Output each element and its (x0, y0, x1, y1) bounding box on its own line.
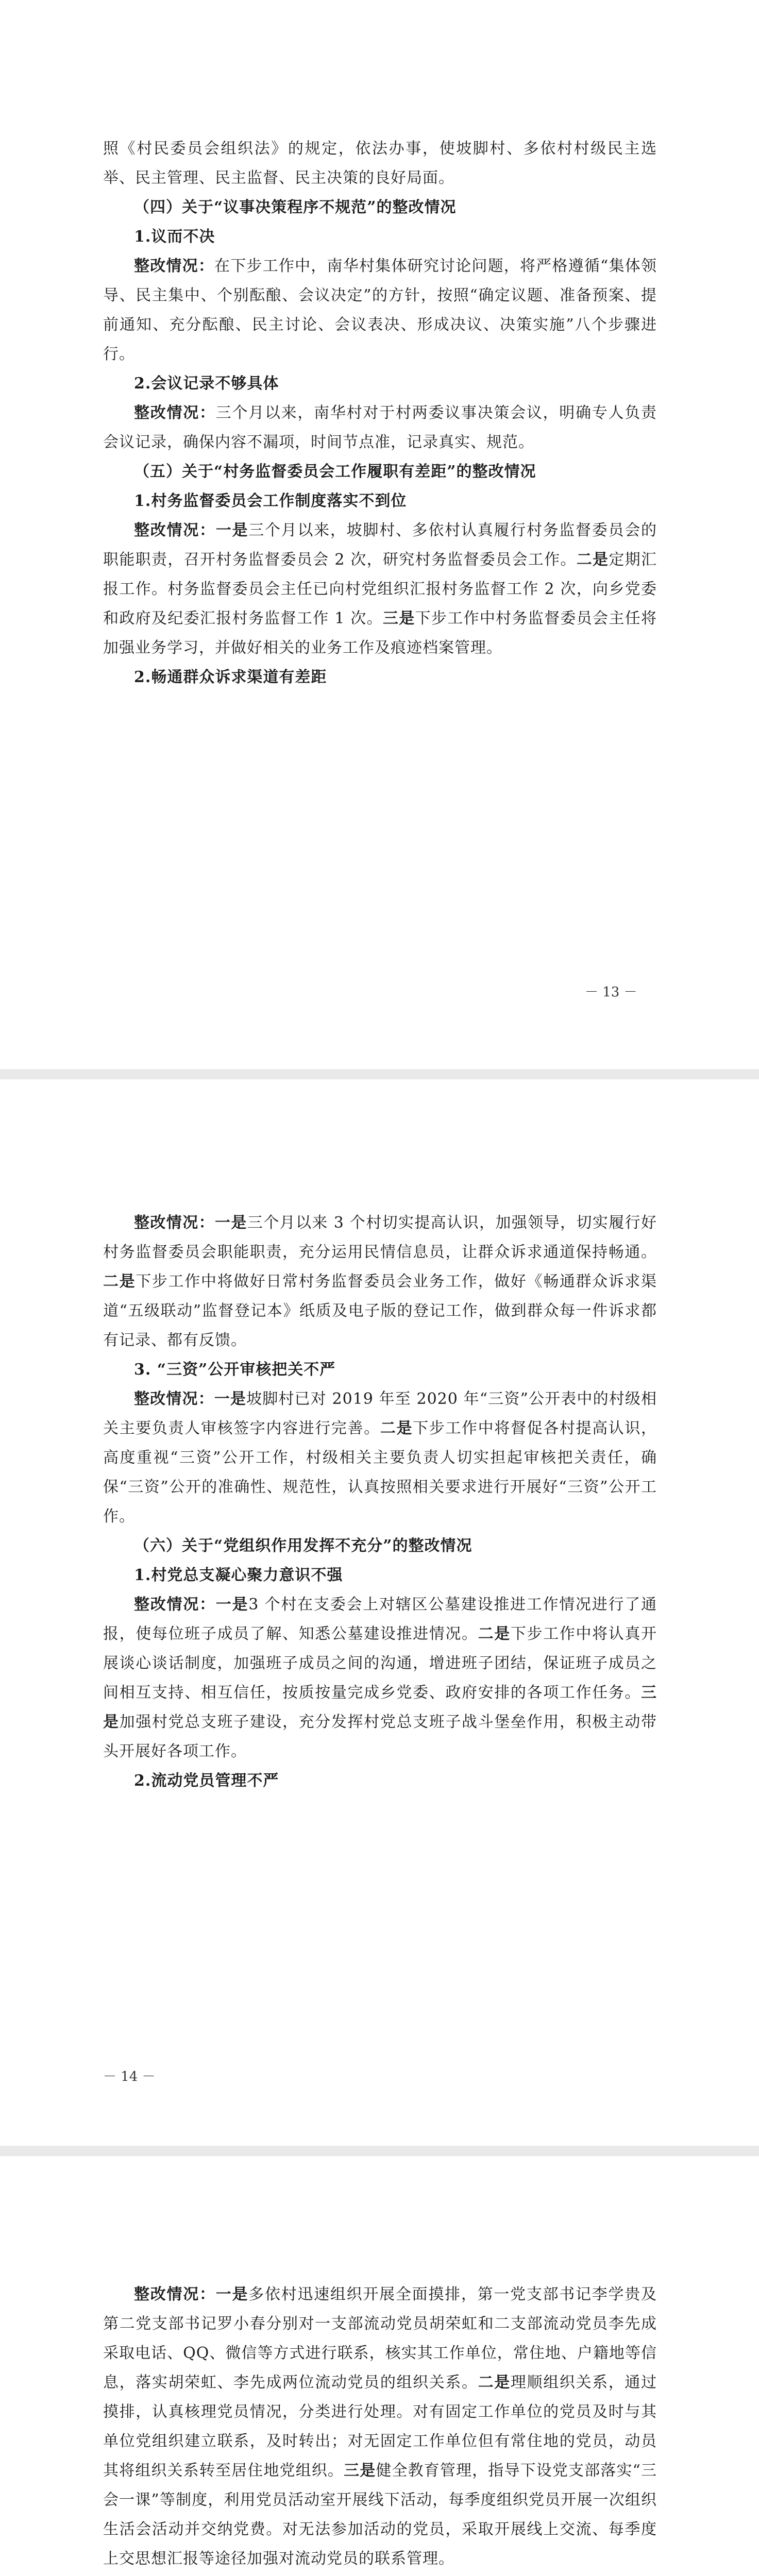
paragraph-text: 下步工作中将做好日常村务监督委员会业务工作，做好《畅通群众诉求渠道“五级联动”监督登记本》纸质及电子版的登记工作，做到群众每一件诉求都有记录、都有反馈。 (103, 1273, 657, 1349)
paragraph (103, 251, 657, 369)
paragraph-text: 多依村迅速组织开展全面摸排，第一党支部书记李学贵及第二党支部书记罗小春分别对一支部流动党员胡荣虹和二支部流动党员李先成采取电话、QQ、微信等方式进行联系，核实其工作单位，常住地、户籍地等信息，落实胡荣虹、李先成两位流动党员的组织关系。 (103, 2285, 657, 2392)
paragraph (103, 1590, 657, 1766)
page-number: － 14 － (103, 2069, 156, 2084)
lead-label: 整改情况： (134, 257, 215, 275)
paragraph-text: 三个月以来，南华村对于村两委议事决策会议，明确专人负责会议记录，确保内容不漏项，时间节点准，记录真实、规范。 (103, 404, 657, 451)
sub-heading: 1.村务监督委员会工作制度落实不到位 (134, 492, 407, 510)
paragraph-text: 三个月以来，坡脚村、多依村认真履行村务监督委员会的职能职责，召开村务监督委员会 2 次，研究村务监督委员会工作。 (103, 521, 657, 569)
paragraph-text: 加强村党总支班子建设，充分发挥村党总支班子战斗堡垒作用，积极主动带头开展好各项工作。 (103, 1713, 657, 1760)
section-heading: （六）关于“党组织作用发挥不充分”的整改情况 (134, 1537, 473, 1555)
emphasis: 二是 (478, 2374, 511, 2392)
emphasis: 二是 (478, 1625, 511, 1643)
sub-heading: 1.议而不决 (134, 228, 215, 246)
lead-label: 整改情况： (134, 404, 216, 422)
sub-heading: 2.畅通群众诉求渠道有差距 (134, 668, 327, 686)
paragraph-text: 下步工作中将督促各村提高认识，高度重视“三资”公开工作，村级相关主要负责人切实担起审核把关责任，确保“三资”公开的准确性、规范性，认真按照相关要求进行开展好“三资”公开工作。 (103, 1419, 657, 1526)
document-page-14 (0, 1079, 759, 2146)
paragraph-text: 健全教育管理，指导下设党支部落实“三会一课”等制度，利用党员活动室开展线下活动，每季度组织党员开展一次组织生活会活动并交纳党费。对无法参加活动的党员，采取开展线上交流、每季度上交思想汇报等途径加强对流动党员的联系管理。 (103, 2462, 657, 2568)
document-page-13 (0, 0, 759, 1069)
emphasis: 一是 (215, 1596, 249, 1614)
section-heading: （四）关于“议事决策程序不规范”的整改情况 (134, 198, 457, 216)
document-page-15 (0, 2156, 759, 2576)
paragraph (103, 516, 657, 663)
paragraph-text: 3 个村在支委会上对辖区公墓建设推进工作情况进行了通报，使每位班子成员了解、知悉公墓建设推进情况。 (103, 1596, 657, 1643)
emphasis: 三是 (103, 1684, 657, 1731)
paragraph-text: 在下步工作中，南华村集体研究讨论问题，将严格遵循“集体领导、民主集中、个别酝酿、会议决定”的方针，按照“确定议题、准备预案、提前通知、充分酝酿、民主讨论、会议表决、形成决议、决策实施”八个步骤进行。 (103, 257, 657, 363)
emphasis: 一是 (215, 2285, 249, 2303)
emphasis: 二是 (380, 1419, 413, 1437)
sub-heading: 3. “三资”公开审核把关不严 (134, 1361, 336, 1379)
page-15-body (103, 2280, 657, 2576)
paragraph-text: 下步工作中将认真开展谈心谈话制度，加强班子成员之间的沟通，增进班子团结，保证班子成员之间相互支持、相互信任，按质按量完成乡党委、政府安排的各项工作任务。 (103, 1625, 657, 1702)
page-14-body (103, 1208, 657, 1795)
contact-paragraph (103, 2573, 657, 2576)
sub-heading: 1.村党总支凝心聚力意识不强 (134, 1566, 343, 1584)
paragraph-text: 三个月以来 3 个村切实提高认识，加强领导，切实履行好村务监督委员会职能职责，充分运用民情信息员，让群众诉求通道保持畅通。 (103, 1214, 657, 1261)
emphasis: 一是 (215, 521, 249, 539)
lead-label: 整改情况： (134, 2285, 216, 2303)
paragraph (103, 398, 657, 457)
emphasis: 一是 (214, 1390, 247, 1408)
emphasis: 三是 (382, 609, 415, 628)
sub-heading: 2.会议记录不够具体 (134, 375, 279, 393)
paragraph: 照《村民委员会组织法》的规定，依法办事，使坡脚村、多依村村级民主选举、民主管理、民主监督、民主决策的良好局面。 (103, 140, 657, 187)
page-13-body (103, 134, 657, 692)
paragraph (103, 1208, 657, 1355)
lead-label: 整改情况： (134, 1596, 216, 1614)
paragraph-text: 定期汇报工作。村务监督委员会主任已向村党组织汇报村务监督工作 2 次，向乡党委和政府及纪委汇报村务监督工作 1 次。 (103, 551, 657, 628)
page-number: － 13 － (585, 985, 637, 1000)
emphasis: 二是 (103, 1273, 136, 1291)
paragraph (103, 2280, 657, 2573)
sub-heading: 2.流动党员管理不严 (134, 1772, 279, 1790)
paragraph-text: 坡脚村已对 2019 年至 2020 年“三资”公开表中的村级相关主要负责人审核签字内容进行完善。 (103, 1390, 657, 1437)
lead-label: 整改情况： (134, 1390, 214, 1408)
lead-label: 整改情况： (134, 521, 216, 539)
emphasis: 二是 (576, 551, 609, 569)
emphasis: 三是 (344, 2462, 376, 2480)
lead-label: 整改情况： (134, 1214, 215, 1232)
emphasis: 一是 (215, 1214, 247, 1232)
paragraph (103, 1384, 657, 1531)
paragraph-text: 下步工作中村务监督委员会主任将加强业务学习，并做好相关的业务工作及痕迹档案管理。 (103, 609, 657, 657)
paragraph-text: 理顺组织关系，通过摸排，认真核理党员情况，分类进行处理。对有固定工作单位的党员及时与其单位党组织建立联系，及时转出；对无固定工作单位但有常住地的党员，动员其将组织关系转至居住地党组织。 (103, 2374, 657, 2480)
section-heading: （五）关于“村务监督委员会工作履职有差距”的整改情况 (134, 463, 536, 481)
